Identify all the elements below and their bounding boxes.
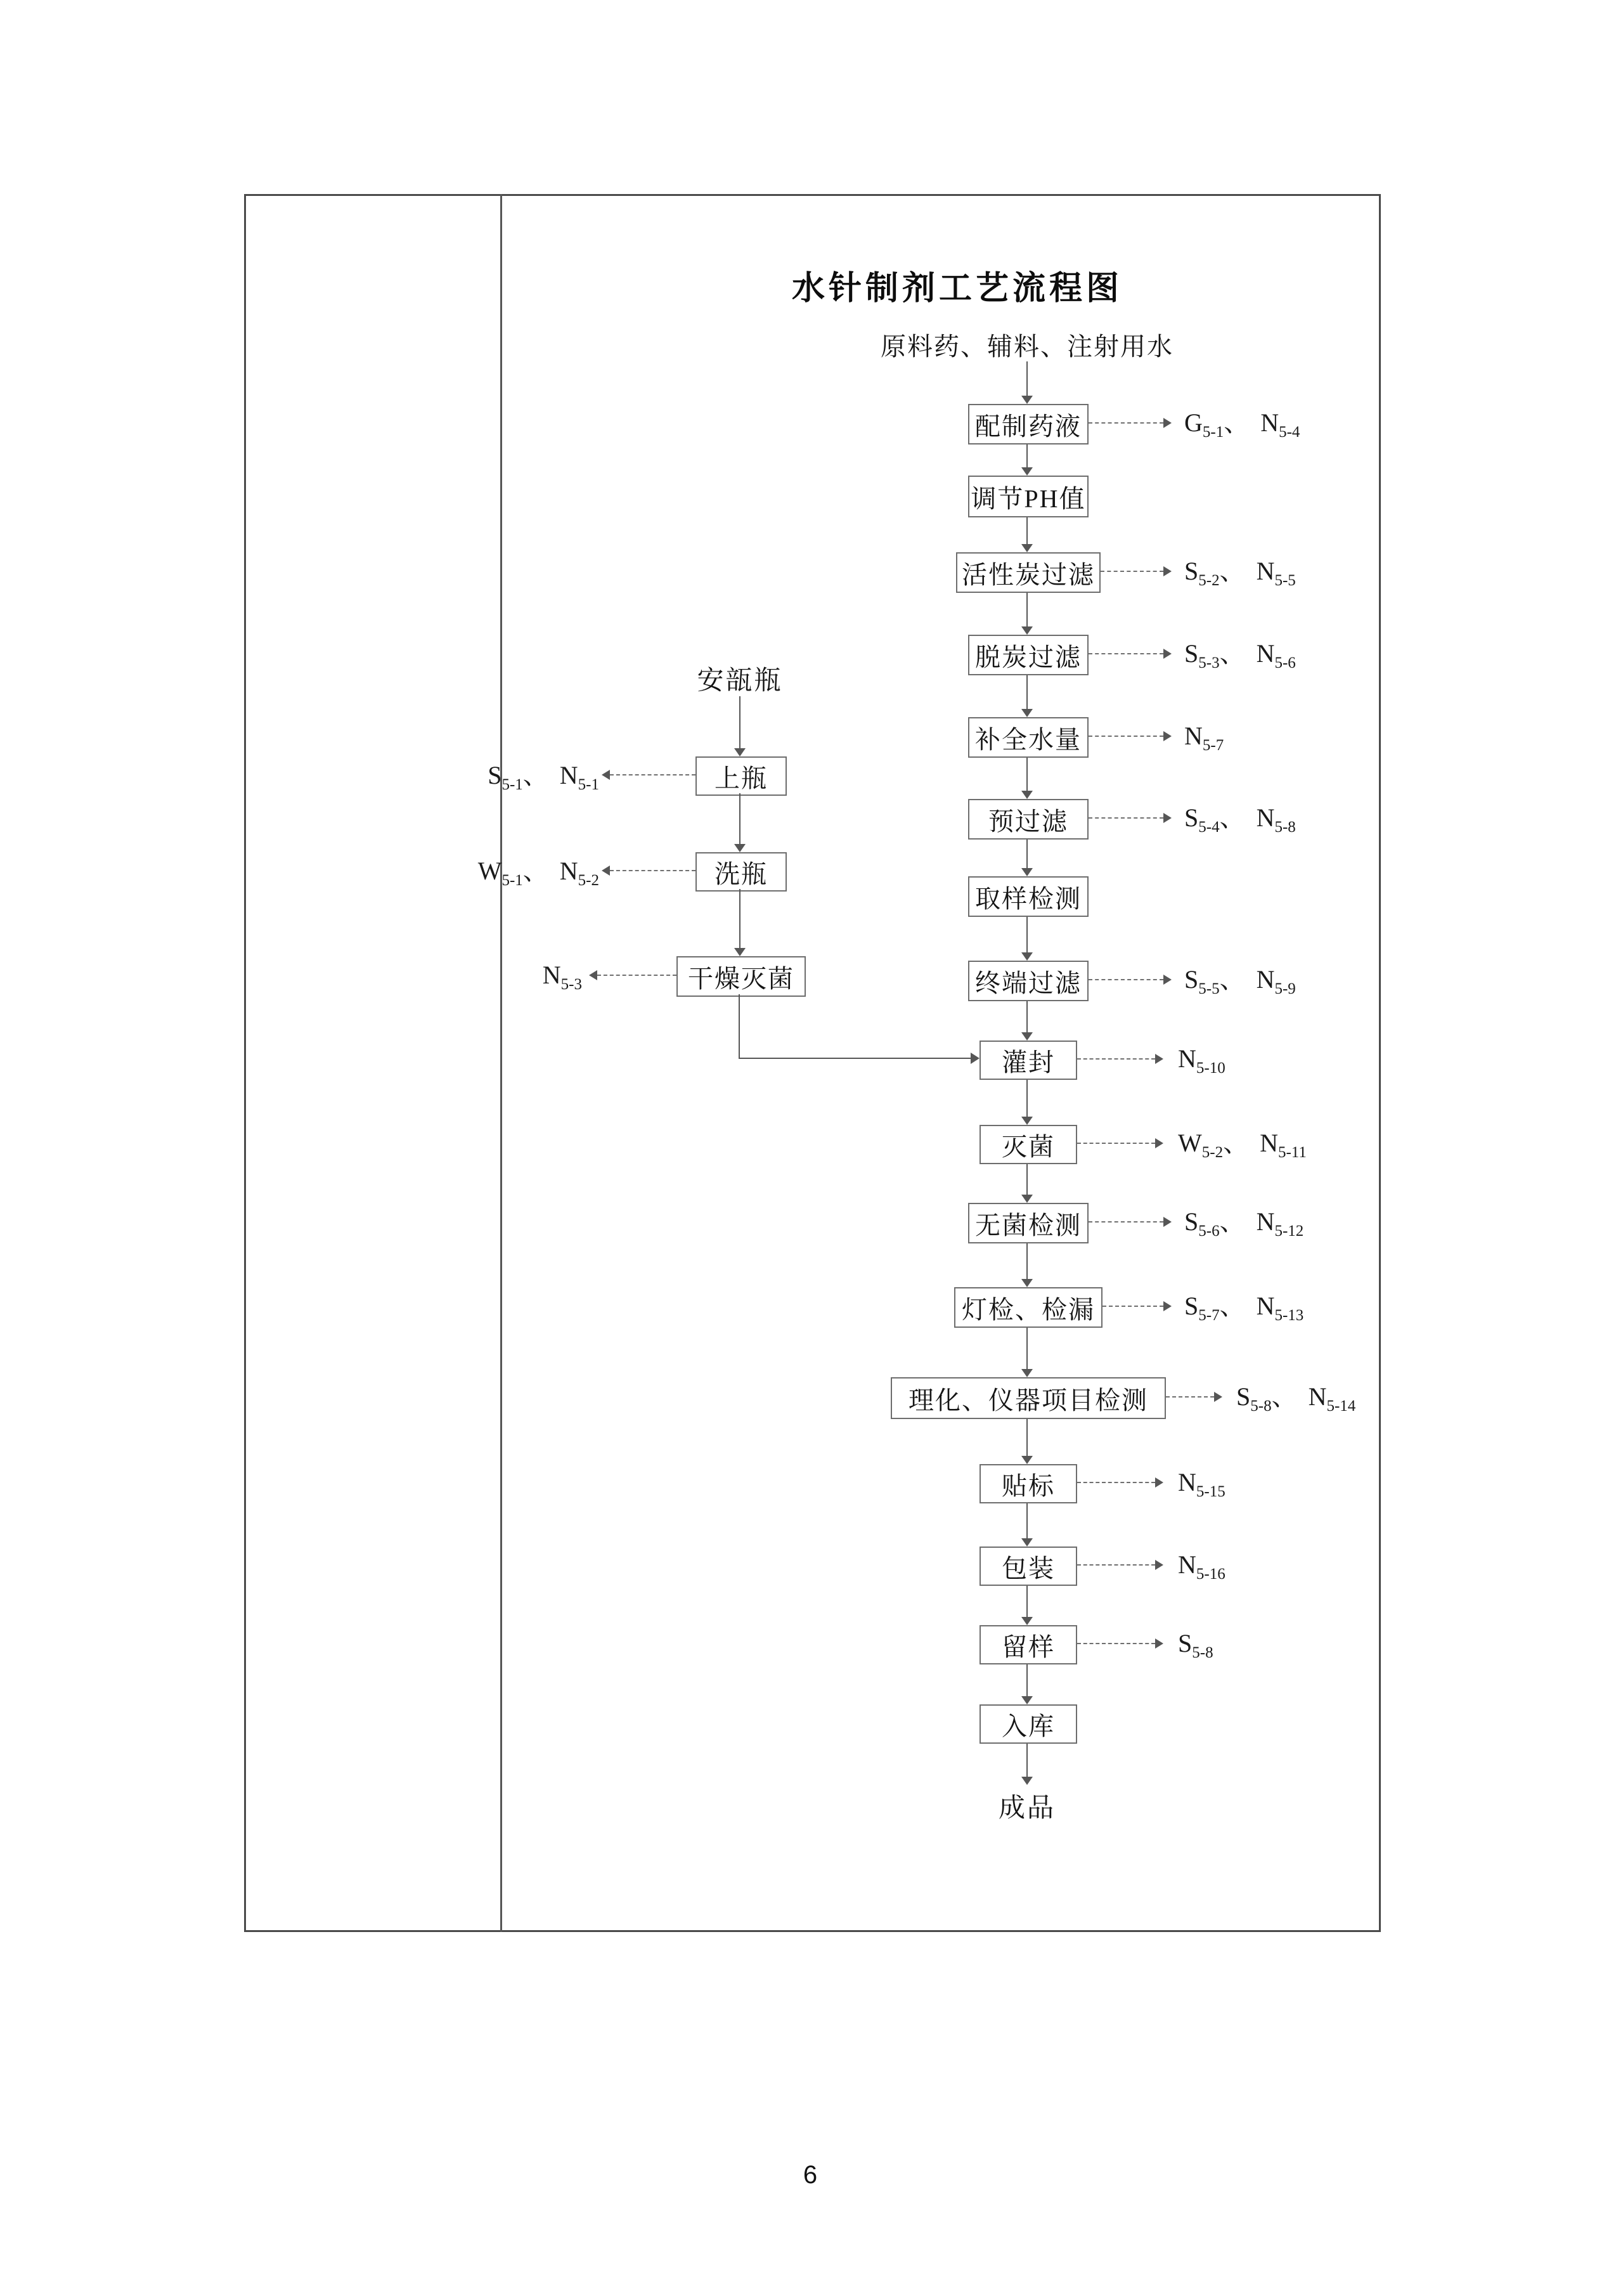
dashed-arrow-pre-filtration xyxy=(1089,817,1163,819)
dashed-arrow-sterilization xyxy=(1077,1143,1155,1144)
dashed-arrow-dry-sterilization xyxy=(597,975,676,976)
step-activated-carbon-filtration: 活性炭过滤 xyxy=(956,552,1101,593)
codes-dry-sterilization xyxy=(404,958,582,992)
connector-dry-sterilization-down xyxy=(739,994,740,1059)
emission-code: $N_{5-16}$ xyxy=(1178,1550,1225,1583)
step-decarbon-filtration: 脱炭过滤 xyxy=(968,635,1089,675)
step-dry-sterilization: 干燥灭菌 xyxy=(676,956,806,997)
arrow-sterility-to-lamp-inspection xyxy=(1026,1241,1028,1279)
emission-code: $S_{5-8}$、 xyxy=(1236,1382,1297,1415)
step-labeling: 贴标 xyxy=(980,1464,1077,1503)
codes-replenish-water xyxy=(1184,719,1224,753)
step-physicochemical-instrument-test: 理化、仪器项目检测 xyxy=(891,1377,1166,1419)
emission-code: $S_{5-3}$、 xyxy=(1184,639,1245,671)
emission-code: $W_{5-1}$、 xyxy=(477,857,548,889)
step-sampling-test: 取样检测 xyxy=(968,876,1089,917)
dashed-arrow-sterility-test xyxy=(1089,1221,1163,1223)
codes-carbon-filtration xyxy=(1184,554,1296,588)
codes-prepare-solution xyxy=(1184,406,1300,440)
arrow-prepare-to-adjust-ph xyxy=(1026,442,1028,467)
step-lamp-inspection-leak-test: 灯检、检漏 xyxy=(954,1287,1102,1328)
arrow-replenish-to-prefiltration xyxy=(1026,755,1028,791)
step-warehousing: 入库 xyxy=(980,1704,1077,1744)
dashed-arrow-bottle-loading xyxy=(610,774,695,775)
dashed-arrow-bottle-washing xyxy=(610,870,695,871)
codes-decarbon-filtration xyxy=(1184,637,1296,671)
emission-code: $W_{5-2}$、 xyxy=(1178,1129,1249,1161)
emission-code: $N_{5-15}$ xyxy=(1178,1468,1225,1500)
emission-code: $S_{5-4}$、 xyxy=(1184,803,1245,836)
codes-lamp-inspection xyxy=(1184,1289,1303,1323)
arrow-loading-to-washing xyxy=(739,793,740,844)
arrow-input-to-prepare-solution xyxy=(1026,361,1028,396)
step-bottle-loading: 上瓶 xyxy=(695,756,787,796)
dashed-arrow-packaging xyxy=(1077,1564,1155,1566)
arrow-terminal-to-filling xyxy=(1026,999,1028,1032)
arrow-warehousing-to-finished-product xyxy=(1026,1741,1028,1777)
emission-code: $S_{5-1}$、 xyxy=(488,761,548,793)
codes-sample-retention xyxy=(1178,1626,1213,1661)
arrow-sterilization-to-sterility-test xyxy=(1026,1162,1028,1195)
dashed-arrow-carbon-filtration xyxy=(1101,571,1163,572)
ampoule-bottle-label: 安瓿瓶 xyxy=(697,666,783,696)
dashed-arrow-lamp-inspection xyxy=(1102,1306,1163,1307)
emission-code: $N_{5-7}$ xyxy=(1184,722,1224,754)
codes-sterilization xyxy=(1178,1126,1307,1160)
connector-dry-sterilization-to-filling xyxy=(739,1058,971,1059)
dashed-arrow-labeling xyxy=(1077,1482,1155,1483)
emission-code: $N_{5-12}$ xyxy=(1256,1207,1304,1240)
emission-code: $N_{5-14}$ xyxy=(1308,1382,1356,1415)
codes-sterility-test xyxy=(1184,1205,1303,1239)
emission-code: $G_{5-1}$、 xyxy=(1184,408,1250,441)
emission-code: $N_{5-10}$ xyxy=(1178,1044,1225,1077)
emission-code: $N_{5-11}$ xyxy=(1260,1129,1307,1161)
codes-pre-filtration xyxy=(1184,801,1296,835)
codes-bottle-loading xyxy=(422,758,599,793)
dashed-arrow-prepare-solution xyxy=(1089,422,1163,424)
dashed-arrow-terminal-filtration xyxy=(1089,979,1163,980)
codes-bottle-washing xyxy=(422,854,599,888)
codes-labeling xyxy=(1178,1465,1225,1500)
codes-terminal-filtration xyxy=(1184,963,1296,997)
arrow-ampoule-to-bottle-loading xyxy=(739,696,740,748)
emission-code: $N_{5-6}$ xyxy=(1256,639,1296,671)
step-sterility-test: 无菌检测 xyxy=(968,1203,1089,1243)
dashed-arrow-sample-retention xyxy=(1077,1643,1155,1644)
emission-code: $N_{5-9}$ xyxy=(1256,965,1296,997)
arrow-washing-to-dry-sterilization xyxy=(739,889,740,948)
arrow-filling-to-sterilization xyxy=(1026,1077,1028,1117)
step-pre-filtration: 预过滤 xyxy=(968,799,1089,840)
arrow-prefiltration-to-sampling xyxy=(1026,837,1028,868)
step-bottle-washing: 洗瓶 xyxy=(695,852,787,892)
arrow-carbon-to-decarbon xyxy=(1026,590,1028,626)
dashed-arrow-decarbon-filtration xyxy=(1089,653,1163,654)
connector-arrowhead-right-icon xyxy=(971,1053,980,1064)
arrow-lamp-to-physicochemical xyxy=(1026,1325,1028,1369)
emission-code: $N_{5-5}$ xyxy=(1256,557,1296,589)
input-materials-label: 原料药、辅料、注射用水 xyxy=(881,332,1174,361)
step-packaging: 包装 xyxy=(980,1547,1077,1586)
arrow-packaging-to-sample-retention xyxy=(1026,1583,1028,1617)
arrow-labeling-to-packaging xyxy=(1026,1501,1028,1538)
step-prepare-solution: 配制药液 xyxy=(968,404,1089,444)
emission-code: $N_{5-13}$ xyxy=(1256,1292,1304,1324)
flowchart-title: 水针制剂工艺流程图 xyxy=(791,271,1123,307)
arrow-adjust-ph-to-carbon-filtration xyxy=(1026,515,1028,544)
emission-code: $N_{5-2}$ xyxy=(559,857,599,889)
step-filling-sealing: 灌封 xyxy=(980,1041,1077,1080)
arrow-retention-to-warehousing xyxy=(1026,1662,1028,1696)
emission-code: $S_{5-2}$、 xyxy=(1184,557,1245,589)
emission-code: $S_{5-7}$、 xyxy=(1184,1292,1245,1324)
dashed-arrow-replenish-water xyxy=(1089,736,1163,737)
dashed-arrow-physicochemical-test xyxy=(1166,1396,1214,1398)
arrow-physicochemical-to-labeling xyxy=(1026,1417,1028,1456)
codes-physicochemical-test xyxy=(1236,1380,1355,1414)
codes-packaging xyxy=(1178,1548,1225,1582)
emission-code: $S_{5-8}$ xyxy=(1178,1629,1213,1661)
emission-code: $N_{5-1}$ xyxy=(559,761,599,793)
arrow-decarbon-to-replenish-water xyxy=(1026,673,1028,709)
codes-filling-sealing xyxy=(1178,1042,1225,1076)
emission-code: $S_{5-6}$、 xyxy=(1184,1207,1245,1240)
emission-code: $N_{5-3}$ xyxy=(542,961,582,993)
step-terminal-filtration: 终端过滤 xyxy=(968,961,1089,1001)
page-number: 6 xyxy=(803,2161,818,2189)
emission-code: $N_{5-8}$ xyxy=(1256,803,1296,836)
emission-code: $S_{5-5}$、 xyxy=(1184,965,1245,997)
emission-code: $N_{5-4}$ xyxy=(1260,408,1300,441)
finished-product-label: 成品 xyxy=(998,1794,1056,1823)
step-adjust-ph: 调节PH值 xyxy=(968,476,1089,517)
table-column-divider xyxy=(500,194,502,1932)
arrow-sampling-to-terminal-filtration xyxy=(1026,914,1028,952)
dashed-arrow-filling-sealing xyxy=(1077,1058,1155,1060)
step-sterilization: 灭菌 xyxy=(980,1125,1077,1164)
step-replenish-water: 补全水量 xyxy=(968,717,1089,758)
step-sample-retention: 留样 xyxy=(980,1625,1077,1664)
